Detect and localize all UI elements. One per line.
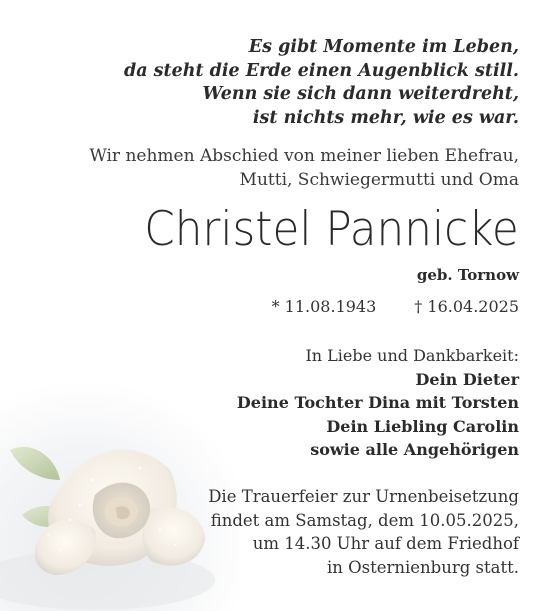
verse-line: Es gibt Momente im Leben, [248, 37, 519, 57]
mourner: Dein Liebling Carolin [326, 416, 519, 436]
verse-line: Wenn sie sich dann weiterdreht, [202, 84, 519, 104]
death-date: † 16.04.2025 [414, 297, 519, 316]
service-line: um 14.30 Uhr auf dem Friedhof [252, 534, 519, 553]
service-line: findet am Samstag, dem 10.05.2025, [210, 510, 519, 530]
birth-date: * 11.08.1943 [271, 297, 377, 316]
mourners-block [237, 344, 519, 462]
verse-line: da steht die Erde einen Augenblick still. [124, 60, 519, 81]
intro-line: Wir nehmen Abschied von meiner lieben Ehefrau, [89, 146, 519, 166]
funeral-service-info [208, 485, 519, 579]
life-dates [272, 296, 519, 318]
memorial-verse [124, 36, 519, 130]
mourner: sowie alle Angehörigen [310, 440, 519, 459]
mourner: Dein Dieter [415, 369, 519, 389]
service-line: in Osternienburg statt. [326, 557, 519, 577]
service-line: Die Trauerfeier zur Urnenbeisetzung [208, 487, 519, 506]
intro-line: Mutti, Schwiegermutti und Oma [239, 170, 519, 190]
mourner: Deine Tochter Dina mit Torsten [236, 393, 519, 412]
mourners-intro: In Liebe und Dankbarkeit: [305, 346, 519, 365]
verse-line: ist nichts mehr, wie es war. [252, 107, 519, 128]
deceased-name: Christel Pannicke [144, 202, 519, 257]
maiden-name: geb. Tornow [416, 266, 519, 284]
white-rose-icon [0, 380, 240, 611]
farewell-intro [89, 144, 519, 192]
